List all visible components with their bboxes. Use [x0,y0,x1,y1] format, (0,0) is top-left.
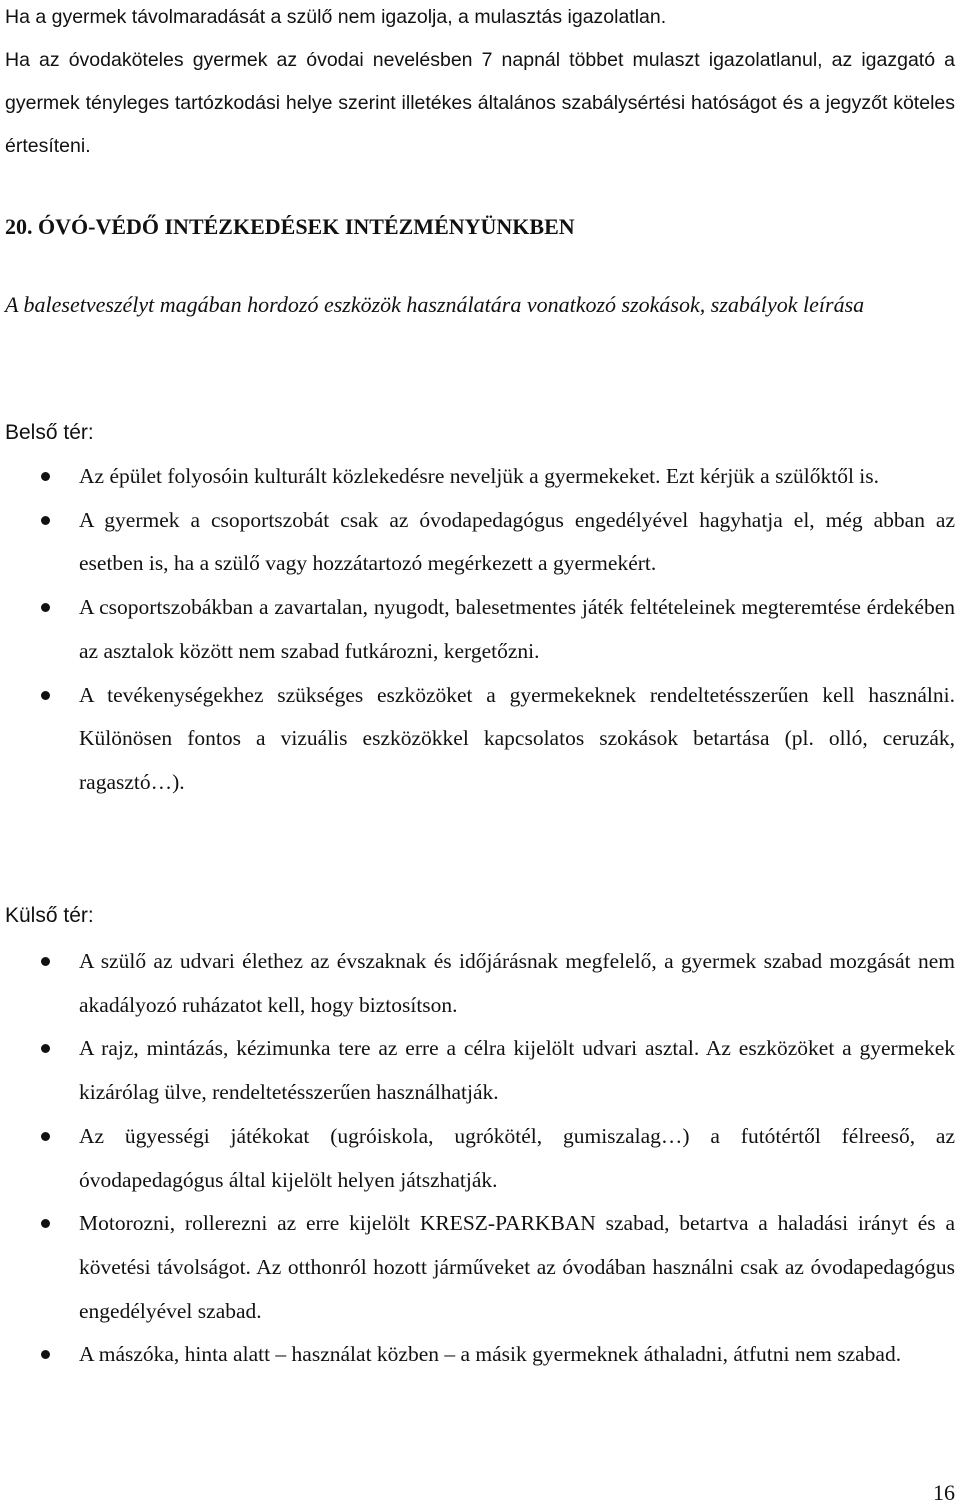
list-item: Az ügyességi játékokat (ugróiskola, ugrókötél, gumiszalag…) a futótértől félreeső, az óvodapedagógus által kijelölt helyen játszhatják. [0,1115,960,1202]
intro-line-1: Ha a gyermek távolmaradását a szülő nem igazolja, a mulasztás igazolatlan. [5,6,667,28]
section-heading: 20. ÓVÓ-VÉDŐ INTÉZKEDÉSEK INTÉZMÉNYÜNKBEN [5,214,575,239]
page-number: 16 [933,1480,955,1505]
list-item: Az épület folyosóin kulturált közlekedésre neveljük a gyermekeket. Ezt kérjük a szülőktől is. [0,455,960,499]
list-item: A szülő az udvari élethez az évszaknak és időjárásnak megfelelő, a gyermek szabad mozgását nem akadályozó ruházatot kell, hogy biztosítson. [0,940,960,1027]
intro-paragraph-2: Ha az óvodaköteles gyermek az óvodai nevelésben 7 napnál többet mulaszt igazolatlanul, az igazgató a gyermek tényleges tartózkodási helye szerint illetékes általános szabálysértési hatóságot és a jegyzőt köteles értesíteni. [5,49,955,157]
intro-text [5,0,955,168]
list-item: A csoportszobákban a zavartalan, nyugodt, balesetmentes játék feltételeinek megteremtése érdekében az asztalok között nem szabad futkározni, kergetőzni. [0,586,960,673]
outer-rules-list [0,940,960,1377]
inner-space-label: Belső tér: [5,421,94,444]
section-subtitle: A balesetveszélyt magában hordozó eszközök használatára vonatkozó szokások, szabályok leírása [5,292,865,317]
outer-space-label: Külső tér: [5,904,94,927]
list-item: Motorozni, rollerezni az erre kijelölt KRESZ-PARKBAN szabad, betartva a haladási irányt és a követési távolságot. Az otthonról hozott járműveket az óvodában használni csak az óvodapedagógus engedélyével szabad. [0,1202,960,1333]
inner-rules-list [0,455,960,805]
list-item: A gyermek a csoportszobát csak az óvodapedagógus engedélyével hagyhatja el, még abban az esetben is, ha a szülő vagy hozzátartozó megérkezett a gyermekért. [0,499,960,586]
list-item: A tevékenységekhez szükséges eszközöket a gyermekeknek rendeltetésszerűen kell használni. Különösen fontos a vizuális eszközökkel kapcsolatos szokások betartása (pl. olló, ceruzák, ragasztó…). [0,674,960,805]
list-item: A rajz, mintázás, kézimunka tere az erre a célra kijelölt udvari asztal. Az eszközöket a gyermekek kizárólag ülve, rendeltetésszerűen használhatják. [0,1027,960,1114]
list-item: A mászóka, hinta alatt – használat közben – a másik gyermeknek áthaladni, átfutni nem szabad. [0,1333,960,1377]
